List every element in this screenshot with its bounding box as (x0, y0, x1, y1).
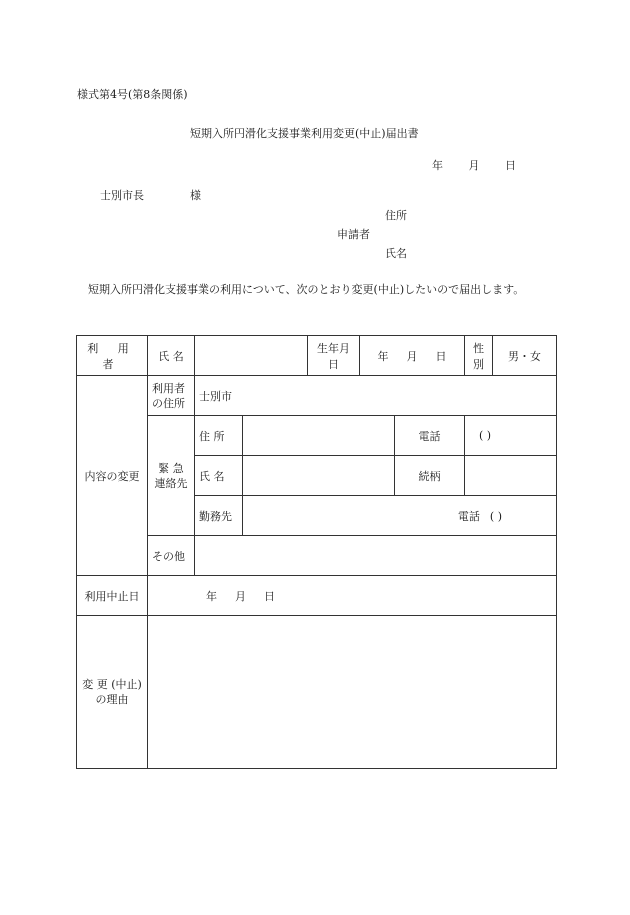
page-title: 短期入所円滑化支援事業利用変更(中止)届出書 (190, 127, 419, 140)
emergency-phone-field[interactable]: ( ) (465, 416, 557, 456)
stop-date-field[interactable]: 年 月 日 (148, 576, 557, 616)
emergency-phone-label-cell: 電話 (395, 416, 465, 456)
sex-label-cell: 性別 (465, 336, 493, 376)
emergency-address-label-cell: 住 所 (195, 416, 243, 456)
birthdate-label-cell: 生年月日 (308, 336, 360, 376)
relationship-field[interactable] (465, 456, 557, 496)
birthdate-field[interactable]: 年 月 日 (360, 336, 465, 376)
body-text: 短期入所円滑化支援事業の利用について、次のとおり変更(中止)したいので届出します。 (88, 283, 525, 296)
date-day-label: 日 (505, 159, 516, 172)
name-label-cell: 氏 名 (148, 336, 195, 376)
emergency-address-field[interactable] (243, 416, 395, 456)
notification-form-table (76, 335, 557, 769)
user-name-field[interactable] (195, 336, 308, 376)
user-label-cell: 利 用 者 (77, 336, 148, 376)
emergency-name-field[interactable] (243, 456, 395, 496)
emergency-contact-label-cell: 緊 急 連絡先 (148, 416, 195, 536)
other-field[interactable] (195, 536, 557, 576)
honorific: 様 (190, 189, 201, 202)
table-row (77, 616, 557, 769)
emergency-name-label-cell: 氏 名 (195, 456, 243, 496)
addressee-name: 士別市長 (100, 189, 144, 202)
applicant-label: 申請者 (337, 228, 370, 241)
table-row (77, 336, 557, 376)
date-month-label: 月 (468, 159, 480, 172)
form-number: 様式第4号(第8条関係) (77, 88, 188, 101)
user-address-label-cell: 利用者 の住所 (148, 376, 195, 416)
date-year-label: 年 (432, 159, 443, 172)
table-row (77, 416, 557, 456)
table-row (77, 376, 557, 416)
submission-date (432, 157, 516, 173)
changes-label-cell: 内容の変更 (77, 376, 148, 576)
table-row (77, 536, 557, 576)
reason-label-cell: 変 更 (中止) の理由 (77, 616, 148, 769)
applicant-name-label: 氏名 (385, 247, 407, 260)
sex-options-field[interactable]: 男・女 (493, 336, 557, 376)
user-address-field[interactable]: 士別市 (195, 376, 557, 416)
addressee (100, 187, 201, 203)
table-row (77, 576, 557, 616)
relationship-label-cell: 続柄 (395, 456, 465, 496)
workplace-label-cell: 勤務先 (195, 496, 243, 536)
stop-date-label-cell: 利用中止日 (77, 576, 148, 616)
reason-field[interactable] (148, 616, 557, 769)
other-label-cell: その他 (148, 536, 195, 576)
workplace-field[interactable]: 電話 ( ) (243, 496, 557, 536)
applicant-address-label: 住所 (385, 209, 407, 222)
